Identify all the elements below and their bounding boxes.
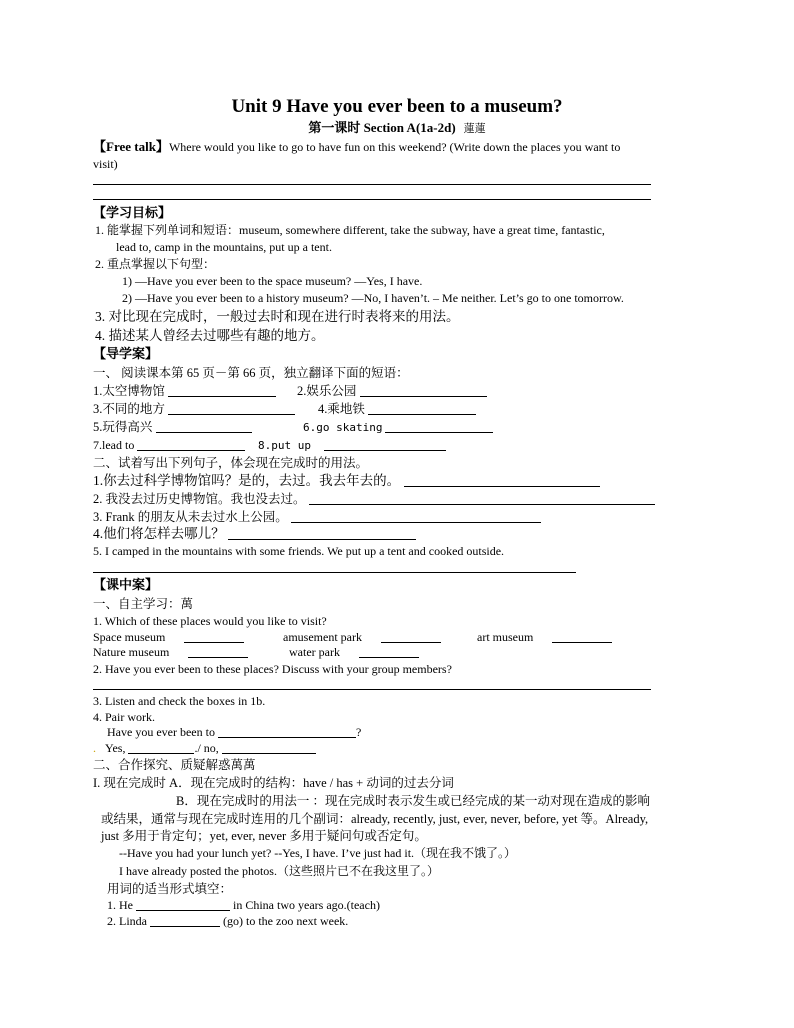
blank-field[interactable]	[137, 438, 245, 451]
phrase-7: 7.lead to	[93, 438, 245, 452]
blank-field[interactable]	[404, 474, 600, 487]
phrase-1: 1.太空博物馆	[93, 384, 276, 398]
blank-field[interactable]	[218, 725, 356, 738]
answer-line	[93, 572, 576, 573]
phrase-8: 8.put up	[258, 438, 446, 453]
phrase-2: 2.娱乐公园	[297, 384, 487, 398]
lesson-label: 第一课时 Section A(1a-2d)	[308, 120, 456, 135]
goal-1-cont: lead to, camp in the mountains, put up a tent.	[116, 240, 332, 254]
goal-2-sentence-1: 1) —Have you ever been to the space museum? —Yes, I have.	[122, 274, 423, 288]
free-talk-line-2: visit)	[93, 157, 118, 171]
grammar-usage-cont-2: just 多用于肯定句；yet, ever, never 多用于疑问句或否定句。	[101, 829, 427, 843]
grammar-usage: B．现在完成时的用法一 ：现在完成时表示发生或已经完成的某一动对现在造成的影响	[176, 794, 650, 808]
guide-part-1: 一、 阅读课本第 65 页－第 66 页，独立翻译下面的短语：	[93, 366, 409, 380]
blank-field[interactable]	[128, 741, 194, 754]
sentence-3: 3. Frank 的朋友从未去过水上公园。	[93, 510, 541, 524]
question-4: 4. Pair work.	[93, 710, 155, 724]
phrase-6: 6.go skating	[303, 420, 493, 435]
goal-2: 2. 重点掌握以下句型：	[95, 257, 216, 271]
author-name: 蓮蓮	[463, 123, 486, 135]
blank-field[interactable]	[188, 645, 248, 658]
fill-2: 2. Linda (go) to the zoo next week.	[107, 914, 349, 928]
phrase-5: 5.玩得高兴	[93, 420, 252, 434]
sentence-4: 4.他们将怎样去哪儿？	[93, 527, 416, 541]
blank-field[interactable]	[156, 420, 252, 433]
blank-field[interactable]	[385, 420, 493, 433]
place-art-museum: art museum	[477, 630, 612, 644]
blank-field[interactable]	[150, 914, 220, 927]
answer-line	[93, 689, 651, 690]
phrase-3: 3.不同的地方	[93, 402, 295, 416]
place-space-museum: Space museum	[93, 630, 244, 644]
fill-1: 1. He in China two years ago.(teach)	[107, 898, 380, 912]
blank-field[interactable]	[360, 384, 487, 397]
question-1: 1. Which of these places would you like to visit?	[93, 614, 327, 628]
grammar-structure: I. 现在完成时 A．现在完成时的结构：have / has + 动词的过去分词	[93, 776, 454, 790]
sentence-1: 1.你去过科学博物馆吗？是的，去过。我去年去的。	[93, 474, 600, 488]
blank-field[interactable]	[291, 510, 541, 523]
goal-1: 1. 能掌握下列单词和短语：museum, somewhere different, take the subway, have a great time, fantastic,	[95, 223, 605, 237]
guide-part-2: 二、试着写出下列句子，体会现在完成时的用法。	[93, 456, 369, 470]
example-1: --Have you had your lunch yet? --Yes, I have. I’ve just had it.（现在我不饿了。）	[119, 846, 517, 860]
cooperation-heading: 二、合作探究、质疑解惑萬萬	[93, 758, 256, 772]
pair-work-answer: . Yes, ./ no,	[93, 741, 316, 755]
blank-field[interactable]	[552, 630, 612, 643]
sentence-2: 2. 我没去过历史博物馆。我也没去过。	[93, 492, 655, 506]
goal-4: 4. 描述某人曾经去过哪些有趣的地方。	[95, 328, 325, 343]
pair-work-question: Have you ever been to ?	[107, 725, 362, 739]
blank-field[interactable]	[136, 898, 230, 911]
blank-field[interactable]	[184, 630, 244, 643]
page-subtitle	[0, 120, 794, 137]
free-talk-label: 【Free talk】	[93, 139, 169, 154]
sentence-5: 5. I camped in the mountains with some friends. We put up a tent and cooked outside.	[93, 544, 505, 558]
place-water-park: water park	[289, 645, 419, 659]
example-2: I have already posted the photos.（这些照片已不在我这里了。）	[119, 864, 439, 878]
class-heading: 【课中案】	[93, 577, 159, 592]
blank-field[interactable]	[168, 402, 295, 415]
goal-2-sentence-2: 2) —Have you ever been to a history museum? —No, I haven’t. – Me neither. Let’s go to one tomorrow.	[122, 291, 624, 305]
free-talk-line-1: 【Free talk】Where would you like to go to have fun on this weekend? (Write down the places you want to	[93, 139, 621, 154]
page-title: Unit 9 Have you ever been to a museum?	[231, 96, 563, 117]
answer-line	[93, 184, 651, 185]
grammar-usage-cont: 或结果，通常与现在完成时连用的几个副词：already, recently, just, ever, never, before, yet 等。Already,	[101, 812, 649, 826]
blank-field[interactable]	[228, 527, 416, 540]
question-2: 2. Have you ever been to these places? Discuss with your group members?	[93, 662, 452, 676]
goal-3: 3. 对比现在完成时，一般过去时和现在进行时表将来的用法。	[95, 309, 460, 324]
place-nature-museum: Nature museum	[93, 645, 248, 659]
blank-field[interactable]	[168, 384, 276, 397]
phrase-4: 4.乘地铁	[318, 402, 476, 416]
self-study-heading: 一、自主学习：萬	[93, 597, 194, 611]
place-amusement-park: amusement park	[283, 630, 441, 644]
blank-field[interactable]	[368, 402, 476, 415]
question-3: 3. Listen and check the boxes in 1b.	[93, 694, 266, 708]
goals-heading: 【学习目标】	[93, 205, 172, 220]
blank-field[interactable]	[222, 741, 316, 754]
blank-field[interactable]	[381, 630, 441, 643]
blank-field[interactable]	[324, 438, 446, 451]
answer-line	[93, 199, 651, 200]
guide-heading: 【导学案】	[93, 346, 159, 361]
blank-field[interactable]	[309, 492, 655, 505]
blank-field[interactable]	[359, 645, 419, 658]
fill-in-heading: 用词的适当形式填空：	[107, 882, 233, 896]
